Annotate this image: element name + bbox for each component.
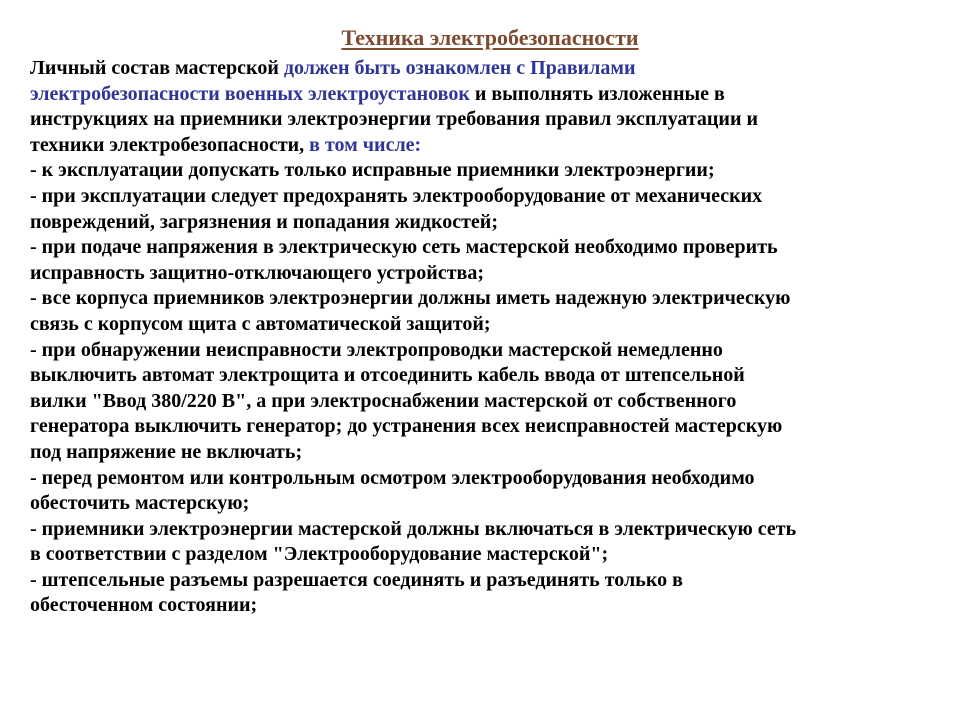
rule-line: обесточенном состоянии;: [30, 594, 258, 617]
intro-line-2: [30, 82, 950, 108]
slide-title: Техника электробезопасности: [341, 25, 639, 50]
rule-line: - перед ремонтом или контрольным осмотром электрооборудования необходимо: [30, 466, 755, 489]
intro-line-4: [30, 133, 950, 159]
rule-line: обесточить мастерскую;: [30, 492, 250, 515]
intro-text: Личный состав мастерской: [30, 57, 284, 79]
rule-line: связь с корпусом щита с автоматической защитой;: [30, 312, 491, 335]
rule-line: - приемники электроэнергии мастерской должны включаться в электрическую сеть: [30, 517, 797, 540]
intro-line-3: инструкциях на приемники электроэнергии требования правил эксплуатации и: [30, 108, 758, 131]
intro-highlight: должен быть ознакомлен с Правилами: [283, 57, 636, 79]
slide-body: [30, 56, 950, 619]
rule-line: выключить автомат электрощита и отсоединить кабель ввода от штепсельной: [30, 364, 745, 387]
rule-line: - все корпуса приемников электроэнергии должны иметь надежную электрическую: [30, 287, 791, 310]
rule-line: в соответствии с разделом "Электрооборудование мастерской";: [30, 543, 609, 566]
intro-highlight: в том числе:: [309, 133, 422, 156]
intro-text: техники электробезопасности,: [30, 133, 310, 156]
rule-line: - при обнаружении неисправности электропроводки мастерской немедленно: [30, 338, 723, 361]
rule-line: повреждений, загрязнения и попадания жидкостей;: [30, 210, 498, 233]
rule-line: генератора выключить генератор; до устранения всех неисправностей мастерскую: [30, 415, 783, 438]
rule-line: - к эксплуатации допускать только исправные приемники электроэнергии;: [30, 159, 715, 182]
intro-line-1: [30, 56, 950, 82]
rule-line: исправность защитно-отключающего устройства;: [30, 261, 484, 284]
intro-text: и выполнять изложенные в: [469, 82, 725, 105]
rule-line: - штепсельные разъемы разрешается соединять и разъединять только в: [30, 568, 683, 591]
rule-line: под напряжение не включать;: [30, 440, 303, 463]
rule-line: вилки "Ввод 380/220 В", а при электроснабжении мастерской от собственного: [30, 389, 737, 412]
intro-highlight: электробезопасности военных электроустановок: [30, 82, 470, 105]
rule-line: - при подаче напряжения в электрическую сеть мастерской необходимо проверить: [30, 236, 778, 259]
rule-line: - при эксплуатации следует предохранять электрооборудование от механических: [30, 184, 763, 207]
